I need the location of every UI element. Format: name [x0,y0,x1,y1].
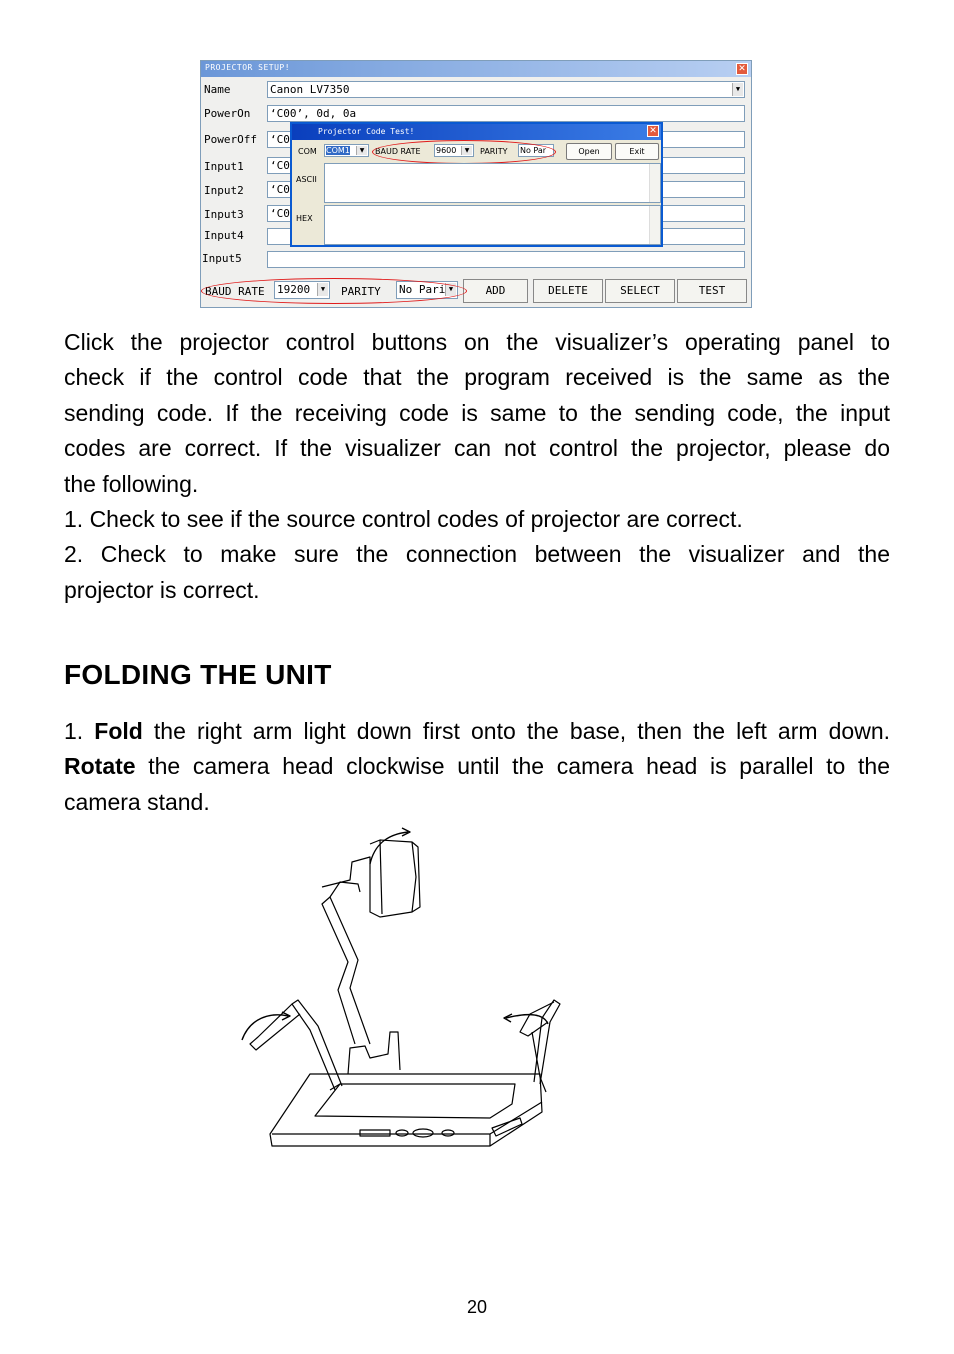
exit-button: Exit [615,143,659,160]
list-item-2-line: projector is correct. [64,576,260,603]
folding-line-2 [64,749,890,784]
row-label-input1: Input1 [204,160,244,173]
dialog-baud-label: BAUD RATE [375,147,421,156]
dialog-parity-select [518,144,554,157]
row-label-input2: Input2 [204,184,244,197]
setup-window-title: PROJECTOR SETUP! [205,63,291,72]
name-field [267,81,745,98]
row-label-name: Name [204,83,231,96]
poweroff-value: ‘C0 [270,133,290,146]
input1-value: ‘C0 [270,159,290,172]
projector-setup-screenshot [200,60,752,308]
paragraph-line: Click the projector control buttons on the visualizer’s operating panel to [64,329,890,355]
add-button: ADD [463,279,528,303]
close-icon: ✕ [736,63,748,75]
baud-rate-value: 19200 [277,283,311,296]
baud-rate-select [274,281,330,299]
folding-text-2: the camera head clockwise until the camera head is parallel to the [135,753,890,780]
camera-arm [322,840,420,1074]
parity-label: PARITY [341,285,381,298]
setup-bottom-row [201,277,751,305]
poweron-field [267,105,745,122]
input2-value: ‘C0 [270,183,290,196]
parity-select [396,281,458,299]
select-button: SELECT [605,279,675,303]
instructions-paragraph [64,325,890,608]
ascii-textarea [324,163,661,203]
left-arm-light [250,1000,342,1090]
parity-value: No Pari [399,283,446,296]
hex-label: HEX [296,214,313,223]
folding-text-1: the right arm light down first onto the base, then the left arm down. [142,718,891,744]
base [270,1074,542,1146]
paragraph-line: sending code. If the receiving code is same to the sending code, the input [64,399,890,426]
scrollbar [649,164,660,202]
right-arm-light [520,1000,560,1092]
dropdown-arrow-icon: ▼ [356,146,367,155]
row-label-poweroff: PowerOff [204,133,257,146]
com-label: COM [298,147,317,156]
list-item-2-line: 2. Check to make sure the connection between the visualizer and the [64,541,890,568]
dialog-baud-select [434,144,474,157]
dialog-baud-value: 9600 [436,146,457,155]
visualizer-illustration [230,822,580,1157]
dialog-parity-label: PARITY [480,147,508,156]
paragraph-line: check if the control code that the program received is the same as the [64,364,890,391]
scrollbar [649,206,660,244]
row-label-poweron: PowerOn [204,107,251,120]
dialog-title: Projector Code Test! [318,127,415,136]
row-label-input5: Input5 [202,252,242,265]
code-test-dialog [290,122,663,247]
name-value: Canon LV7350 [270,83,350,96]
folding-line-1 [64,714,890,749]
open-button: Open [566,143,612,160]
row-label-input4: Input4 [204,229,244,242]
paragraph-line: the following. [64,470,199,497]
folding-line-3: camera stand. [64,788,210,815]
ascii-label: ASCII [296,175,317,184]
input5-field [267,251,745,268]
dropdown-arrow-icon: ▼ [445,283,456,296]
row-label-input3: Input3 [204,208,244,221]
bold-term-fold: Fold [94,718,143,744]
baud-rate-label: BAUD RATE [205,285,265,298]
com-select [324,144,369,157]
dropdown-arrow-icon: ▼ [461,146,472,155]
setup-titlebar [201,61,751,77]
test-button: TEST [677,279,747,303]
input3-value: ‘C0 [270,207,290,220]
close-icon: ✕ [647,125,659,137]
step-number: 1. [64,718,84,744]
folding-step [64,714,890,820]
bold-term-rotate: Rotate [64,753,136,780]
poweron-value: ‘C00’, 0d, 0a [270,107,357,120]
paragraph-line: codes are correct. If the visualizer can not control the projector, please do [64,435,890,462]
com-value: COM1 [326,146,350,155]
section-heading: FOLDING THE UNIT [64,659,332,690]
list-item-1: 1. Check to see if the source control codes of projector are correct. [64,506,743,533]
hex-textarea [324,205,661,245]
dropdown-arrow-icon: ▼ [732,83,743,96]
delete-button: DELETE [533,279,603,303]
page-number: 20 [466,1297,488,1317]
dropdown-arrow-icon: ▼ [317,283,328,296]
dialog-parity-value: No Par [520,146,547,155]
dialog-titlebar [292,124,661,140]
